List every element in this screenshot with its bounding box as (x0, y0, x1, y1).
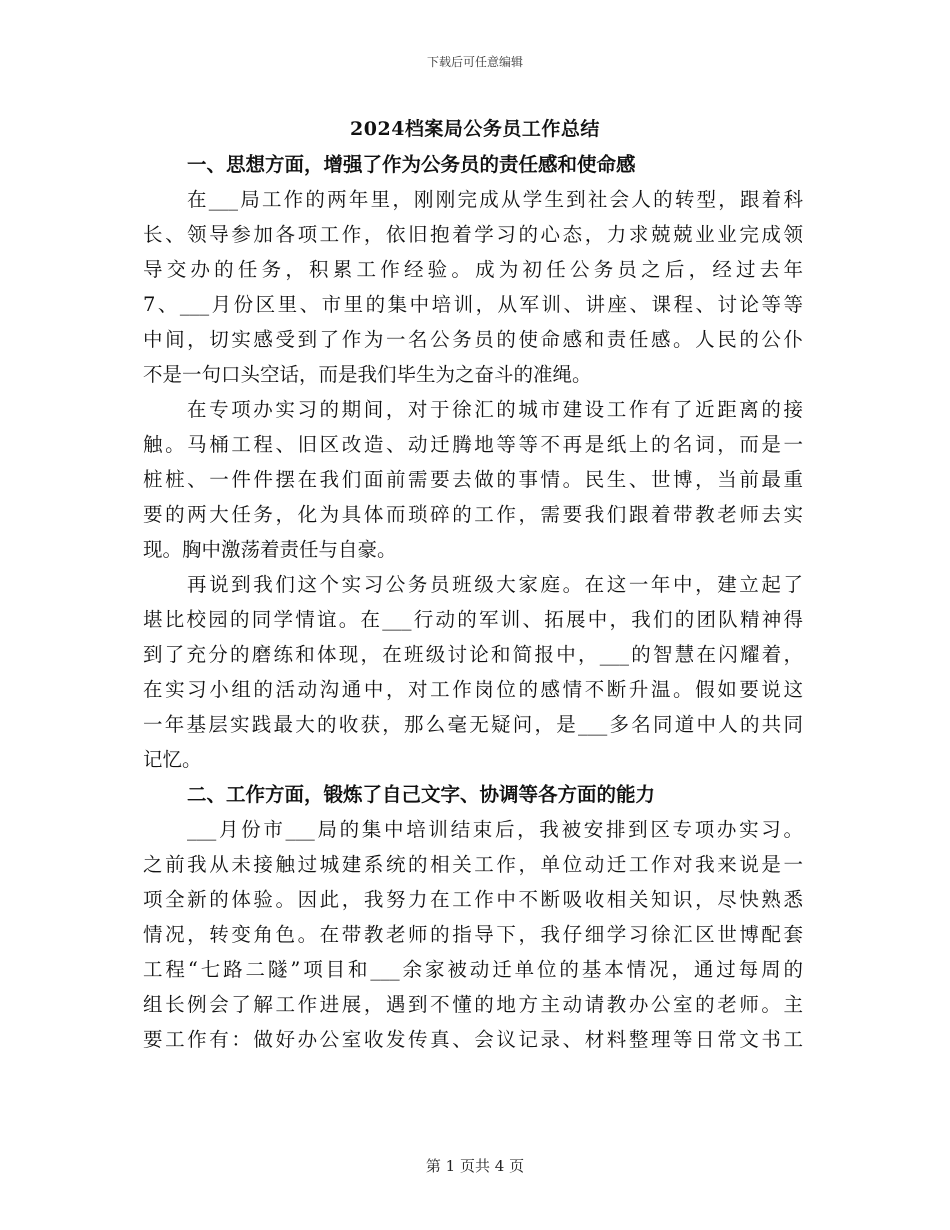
paragraph-line: 触。马桶工程、旧区改造、动迁腾地等等不再是纸上的名词，而是一 (143, 433, 803, 456)
paragraph-line: 中间，切实感受到了作为一名公务员的使命感和责任感。人民的公仆 (143, 328, 803, 351)
paragraph-line: 7、___月份区里、市里的集中培训，从军训、讲座、课程、讨论等等 (143, 293, 803, 316)
paragraph-line: 在___局工作的两年里，刚刚完成从学生到社会人的转型，跟着科 (187, 188, 803, 211)
paragraph-line: 要的两大任务，化为具体而琐碎的工作，需要我们跟着带教老师去实 (143, 503, 803, 526)
paragraph-line: 堪比校园的同学情谊。在___行动的军训、拓展中，我们的团队精神得 (143, 608, 803, 631)
paragraph-line: 现。胸中激荡着责任与自豪。 (143, 538, 397, 561)
paragraph-line: 桩桩、一件件摆在我们面前需要去做的事情。民生、世博，当前最重 (143, 468, 803, 491)
paragraph-line: 到了充分的磨练和体现，在班级讨论和简报中，___的智慧在闪耀着， (143, 643, 803, 666)
paragraph-line: 在实习小组的活动沟通中，对工作岗位的感情不断升温。假如要说这 (143, 678, 803, 701)
paragraph-line: 记忆。 (143, 748, 202, 771)
paragraph-line: 在专项办实习的期间，对于徐汇的城市建设工作有了近距离的接 (187, 398, 803, 421)
paragraph-line: 导交办的任务，积累工作经验。成为初任公务员之后，经过去年 (143, 258, 803, 281)
paragraph-line: 工程“七路二隧”项目和___余家被动迁单位的基本情况，通过每周的 (143, 958, 803, 981)
paragraph-line: 长、领导参加各项工作，依旧抱着学习的心态，力求兢兢业业完成领 (143, 223, 803, 246)
paragraph-line: ___月份市___局的集中培训结束后，我被安排到区专项办实习。 (187, 818, 803, 841)
paragraph-line: 项全新的体验。因此，我努力在工作中不断吸收相关知识，尽快熟悉 (143, 888, 803, 911)
paragraph-line: 之前我从未接触过城建系统的相关工作，单位动迁工作对我来说是一 (143, 853, 803, 876)
paragraph-line: 要工作有：做好办公室收发传真、会议记录、材料整理等日常文书工 (143, 1028, 803, 1051)
paragraph-line: 不是一句口头空话，而是我们毕生为之奋斗的准绳。 (143, 363, 592, 386)
document-body (143, 147, 803, 1057)
paragraph-line: 再说到我们这个实习公务员班级大家庭。在这一年中，建立起了 (187, 573, 803, 596)
section-heading: 二、工作方面，锻炼了自己文字、协调等各方面的能力 (187, 783, 656, 806)
document-title: 2024档案局公务员工作总结 (350, 118, 600, 140)
paragraph-line: 情况，转变角色。在带教老师的指导下，我仔细学习徐汇区世博配套 (143, 923, 803, 946)
page-header-note: 下载后可任意编辑 (426, 55, 523, 69)
paragraph-line: 一年基层实践最大的收获，那么毫无疑问，是___多名同道中人的共同 (143, 713, 803, 736)
paragraph-line: 组长例会了解工作进展，遇到不懂的地方主动请教办公室的老师。主 (143, 993, 803, 1016)
page-number: 第 1 页共 4 页 (425, 1157, 525, 1175)
section-heading: 一、思想方面，增强了作为公务员的责任感和使命感 (187, 153, 636, 176)
